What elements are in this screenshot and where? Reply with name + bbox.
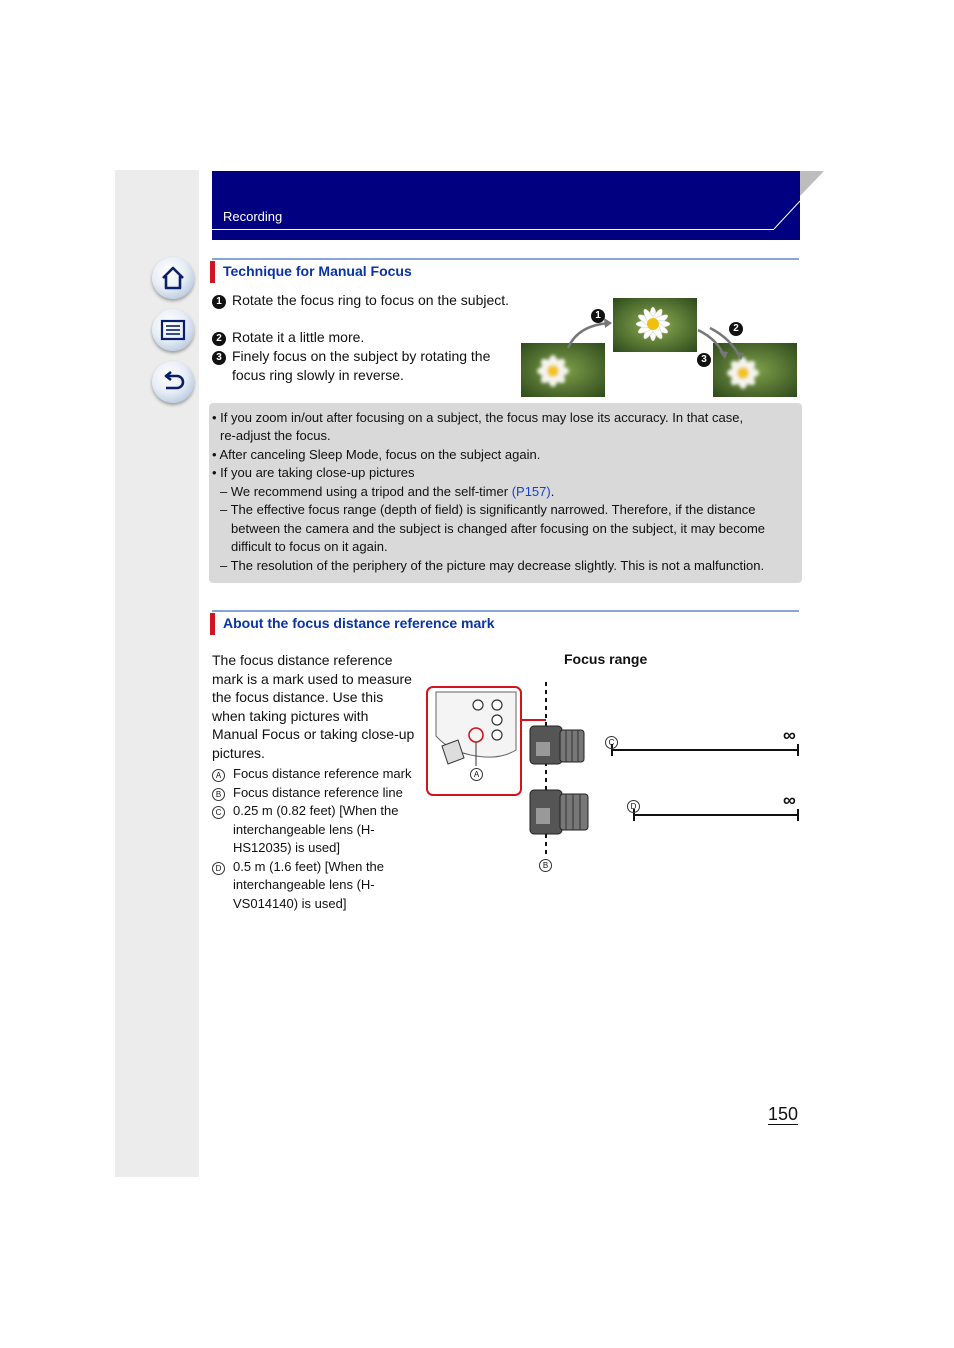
section-rule — [212, 610, 799, 612]
focus-range-title: Focus range — [564, 651, 648, 667]
note-line: – The resolution of the periphery of the picture may decrease slightly. This is not a malfunction. — [220, 558, 765, 573]
page-link-p157[interactable]: (P157) — [511, 484, 551, 499]
page-number: 150 — [768, 1104, 799, 1124]
note-line: – The effective focus range (depth of field) is significantly narrowed. Therefore, if the distance — [220, 502, 756, 517]
step-text: Finely focus on the subject by rotating the focus ring slowly in reverse. — [232, 348, 491, 383]
diagram-label-a: A — [470, 765, 491, 781]
step-number: 1 — [212, 295, 226, 309]
legend-item: B Focus distance reference line — [212, 784, 417, 803]
legend-item: C 0.25 m (0.82 feet) [When the interchangeable lens (H-HS12035) is used] — [212, 802, 417, 858]
header-corner-fold — [770, 171, 826, 241]
section-marker — [210, 613, 215, 635]
step-text: Rotate it a little more. — [232, 329, 365, 345]
note-line: • If you are taking close-up pictures — [212, 465, 415, 480]
infinity-symbol-c: ∞ — [783, 725, 796, 745]
camera-body-bottom — [530, 790, 588, 834]
section-rule — [212, 258, 799, 260]
step-2 — [212, 328, 512, 347]
home-button[interactable] — [152, 257, 194, 299]
section-title: Technique for Manual Focus — [223, 263, 412, 279]
diagram-label-d: D — [627, 797, 648, 813]
back-arrow-icon — [160, 369, 186, 395]
section-marker — [210, 261, 215, 283]
step-text: Rotate the focus ring to focus on the subject. — [232, 292, 510, 308]
note-line: • If you zoom in/out after focusing on a subject, the focus may lose its accuracy. In that case, — [212, 410, 744, 425]
note-line: • After canceling Sleep Mode, focus on the subject again. — [212, 447, 541, 462]
step-1 — [212, 291, 512, 310]
header-rule — [212, 229, 774, 230]
diagram-label-c: C — [605, 733, 626, 749]
header-section-label: Recording — [223, 209, 283, 224]
infinity-symbol-d: ∞ — [783, 790, 796, 810]
section-title: About the focus distance reference mark — [223, 615, 495, 631]
note-line: difficult to focus on it again. — [231, 539, 388, 554]
back-button[interactable] — [152, 361, 194, 403]
legend-item: A Focus distance reference mark — [212, 765, 417, 784]
reference-mark-description: The focus distance reference mark is a mark used to measure the focus distance. Use this when taking pictures with Manual Focus or taking close-up pictures. — [212, 652, 415, 761]
legend-list — [212, 765, 417, 913]
menu-list-icon — [160, 317, 186, 343]
legend-item: D 0.5 m (1.6 feet) [When the interchangeable lens (H-VS014140) is used] — [212, 858, 417, 914]
photo-marker-1: 1 — [591, 305, 611, 324]
note-line: – We recommend using a tripod and the self-timer (P157). — [220, 484, 555, 499]
step-3 — [212, 347, 512, 384]
photo-marker-3: 3 — [697, 349, 717, 368]
step-number: 3 — [212, 351, 226, 365]
step-number: 2 — [212, 332, 226, 346]
camera-body-top — [530, 726, 584, 764]
note-line: re-adjust the focus. — [220, 428, 331, 443]
menu-button[interactable] — [152, 309, 194, 351]
diagram-label-b: B — [539, 856, 560, 872]
home-icon — [160, 265, 186, 291]
photo-marker-2: 2 — [729, 318, 749, 337]
note-line: between the camera and the subject is changed after focusing on the subject, it may become — [231, 521, 766, 536]
